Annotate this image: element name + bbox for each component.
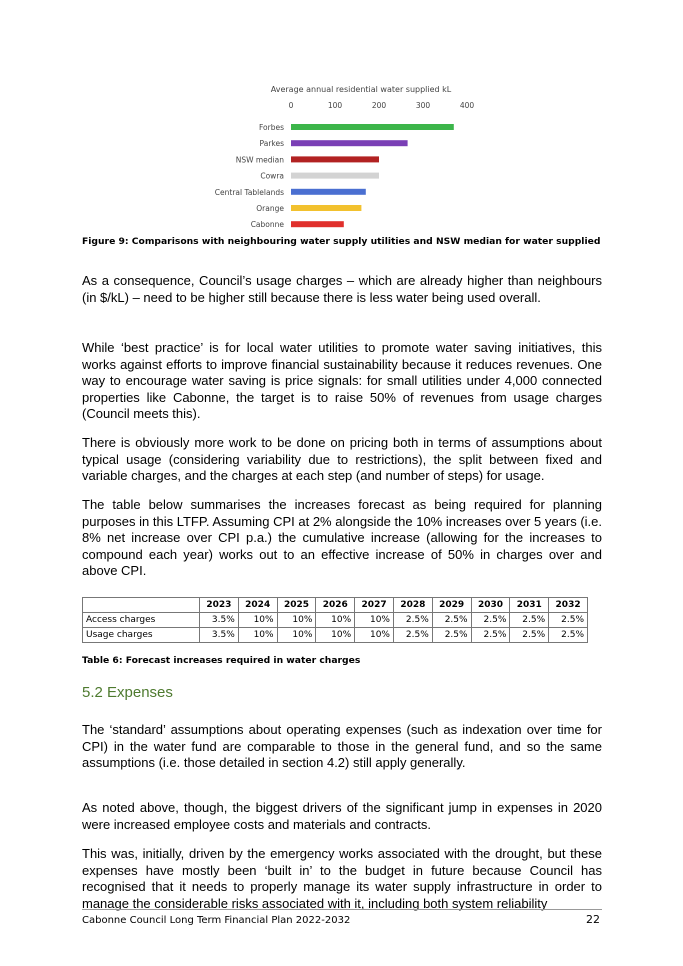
year-header: 2029	[432, 598, 471, 613]
x-tick-label: 0	[288, 101, 294, 110]
paragraph-5: The ‘standard’ assumptions about operating expenses (such as indexation over time for CPI) in the water fund are comparable to those in the general fund, and so the same assumptions (i.e. those detailed in section 4.2) still apply generally.	[82, 722, 602, 770]
table-cell: 2.5%	[510, 613, 549, 628]
chart-title: Average annual residential water supplied kL	[270, 85, 452, 94]
year-header: 2031	[510, 598, 549, 613]
table-cell: 2.5%	[432, 628, 471, 643]
row-label: Usage charges	[83, 628, 200, 643]
x-tick-label: 300	[415, 101, 431, 110]
category-label: Cabonne	[250, 220, 284, 230]
table-row	[83, 628, 588, 643]
bar-parkes	[291, 140, 408, 146]
table-cell: 2.5%	[471, 628, 510, 643]
section-heading: 5.2 Expenses	[82, 684, 173, 701]
year-header: 2030	[471, 598, 510, 613]
page-number: 22	[586, 913, 600, 926]
table-cell: 3.5%	[200, 628, 239, 643]
table-cell: 10%	[355, 628, 394, 643]
x-tick-label: 400	[459, 101, 475, 110]
year-header: 2026	[316, 598, 355, 613]
paragraph-2: While ‘best practice’ is for local water utilities to promote water saving initiatives, this works against efforts to improve financial sustainability because it reduces revenues. One way to encourage water saving is price signals: for small utilities under 4,000 connected properties like Cabonne, the target is to raise 50% of revenues from usage charges (Council meets this).	[82, 340, 602, 421]
x-tick-label: 200	[371, 101, 387, 110]
year-header: 2023	[200, 598, 239, 613]
table-cell: 2.5%	[510, 628, 549, 643]
bar-cowra	[291, 173, 379, 179]
table-cell: 2.5%	[393, 613, 432, 628]
table-cell: 10%	[277, 628, 316, 643]
bar-forbes	[291, 124, 454, 130]
forecast-table	[82, 597, 588, 643]
x-tick-label: 100	[327, 101, 343, 110]
table-cell: 10%	[316, 613, 355, 628]
row-label: Access charges	[83, 613, 200, 628]
paragraph-1: As a consequence, Council’s usage charges – which are already higher than neighbours (in $/kL) – need to be higher still because there is less water being used overall.	[82, 273, 602, 305]
paragraph-4: The table below summarises the increases forecast as being required for planning purposes in this LTFP. Assuming CPI at 2% alongside the 10% increases over 5 years (i.e. 8% net increase over CPI p.a.) the cumulative increase (allowing for the increases to compound each year) works out to an effective increase of 50% in charges over and above CPI.	[82, 497, 602, 578]
table-cell: 10%	[355, 613, 394, 628]
table-caption: Table 6: Forecast increases required in water charges	[82, 655, 361, 666]
table-cell: 2.5%	[549, 613, 588, 628]
figure-caption: Figure 9: Comparisons with neighbouring water supply utilities and NSW median for water supplied	[82, 236, 601, 247]
table-corner-cell	[83, 598, 200, 613]
table-cell: 10%	[238, 613, 277, 628]
table-cell: 2.5%	[471, 613, 510, 628]
footer-title: Cabonne Council Long Term Financial Plan 2022-2032	[82, 915, 351, 926]
category-label: Forbes	[258, 123, 284, 132]
bar-central-tablelands	[291, 189, 366, 195]
table-cell: 2.5%	[432, 613, 471, 628]
water-supply-chart	[200, 80, 520, 240]
category-label: NSW median	[235, 155, 284, 165]
category-label: Central Tablelands	[214, 187, 284, 197]
table-cell: 10%	[238, 628, 277, 643]
category-label: Parkes	[259, 139, 284, 149]
bar-cabonne	[291, 221, 344, 227]
year-header: 2025	[277, 598, 316, 613]
table-cell: 10%	[277, 613, 316, 628]
table-cell: 2.5%	[549, 628, 588, 643]
bar-orange	[291, 205, 361, 211]
table-row	[83, 613, 588, 628]
year-header: 2024	[238, 598, 277, 613]
table-cell: 10%	[316, 628, 355, 643]
category-label: Cowra	[260, 171, 284, 181]
bar-nsw-median	[291, 156, 379, 162]
table-header-row	[83, 598, 588, 613]
table-cell: 3.5%	[200, 613, 239, 628]
year-header: 2027	[355, 598, 394, 613]
paragraph-3: There is obviously more work to be done on pricing both in terms of assumptions about typical usage (considering variability due to restrictions), the split between fixed and variable charges, and the charges at each step (and number of steps) for usage.	[82, 435, 602, 483]
year-header: 2032	[549, 598, 588, 613]
paragraph-6: As noted above, though, the biggest drivers of the significant jump in expenses in 2020 were increased employee costs and materials and contracts.	[82, 800, 602, 832]
year-header: 2028	[393, 598, 432, 613]
footer-divider	[82, 909, 602, 910]
table-cell: 2.5%	[393, 628, 432, 643]
category-label: Orange	[256, 204, 284, 213]
paragraph-7: This was, initially, driven by the emergency works associated with the drought, but these expenses have mostly been ‘built in’ to the budget in future because Council has recognised that it needs to properly manage its water supply infrastructure in order to manage the considerable risks associated with it, including both system reliability	[82, 846, 602, 911]
